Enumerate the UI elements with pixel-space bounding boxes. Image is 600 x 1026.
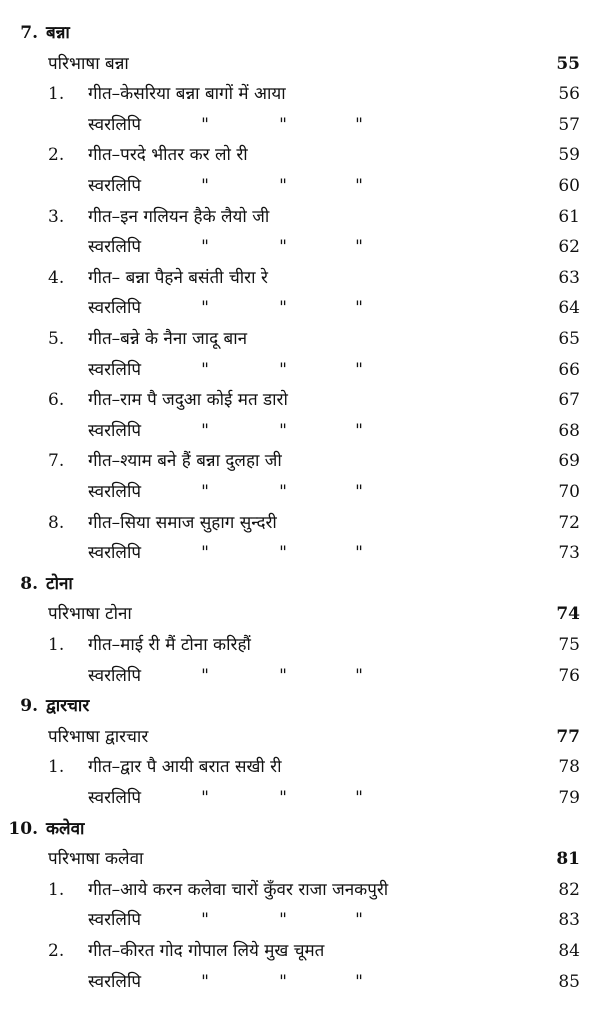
ditto-mark: " [279,543,287,564]
notation-label: स्वरलिपि [88,114,142,135]
song-title: गीत–द्वार पै आयी बरात सखी री [88,757,282,778]
section-number: 8. [20,573,38,594]
ditto-mark: " [355,910,363,931]
page-number: 60 [558,176,580,196]
ditto-mark: " [201,237,209,258]
page-number: 81 [556,849,580,870]
entry-number: 8. [48,512,65,533]
notation-label: स्वरलिपि [88,788,142,808]
ditto-mark: " [201,359,209,380]
notation-entry [0,783,600,813]
notation-entry [0,416,600,446]
entry-number: 5. [48,329,65,349]
ditto-mark: " [355,971,363,992]
ditto-mark: " [201,543,209,564]
song-entry [0,324,600,354]
ditto-mark: " [355,237,363,258]
section-title: कलेवा [46,818,85,839]
ditto-mark: " [201,114,209,135]
notation-label: स्वरलिपि [88,359,142,380]
ditto-mark: " [201,665,209,686]
section-heading [0,18,600,48]
notation-entry [0,110,600,140]
definition-label: परिभाषा टोना [48,604,132,625]
section-number: 10. [8,818,38,839]
ditto-mark: " [355,114,363,135]
definition-label: परिभाषा द्वारचार [48,726,149,747]
ditto-mark: " [201,910,209,931]
ditto-mark: " [201,420,209,441]
section-title: द्वारचार [46,696,90,717]
ditto-mark: " [201,971,209,992]
ditto-mark: " [279,114,287,135]
notation-label: स्वरलिपि [88,176,142,196]
ditto-mark: " [355,298,363,319]
song-title: गीत–माई री मैं टोना करिहौं [88,635,251,655]
page-number: 67 [558,390,580,411]
song-title: गीत–श्याम बने हैं बन्ना दुलहा जी [88,451,282,472]
notation-entry [0,171,600,201]
notation-entry [0,477,600,507]
definition-label: परिभाषा बन्ना [48,53,129,74]
definition-label: परिभाषा कलेवा [48,849,144,870]
notation-entry [0,905,600,935]
page-number: 59 [558,145,580,166]
entry-number: 1. [48,879,65,900]
entry-number: 7. [48,451,65,472]
song-entry [0,263,600,293]
page-number: 63 [558,267,580,288]
page-number: 83 [558,910,580,931]
definition-entry [0,599,600,629]
section-title: टोना [46,573,73,594]
page-number: 74 [556,604,580,625]
page-number: 70 [558,482,580,502]
ditto-mark: " [279,971,287,992]
entry-number: 2. [48,145,65,166]
section-title: बन्ना [46,23,70,43]
page-number: 62 [558,237,580,258]
song-title: गीत–केसरिया बन्ना बागों में आया [88,84,286,105]
song-entry [0,446,600,476]
song-entry [0,752,600,782]
notation-label: स्वरलिपि [88,665,142,686]
definition-entry [0,844,600,874]
ditto-mark: " [279,910,287,931]
ditto-mark: " [279,298,287,319]
notation-label: स्वरलिपि [88,298,142,319]
ditto-mark: " [355,176,363,196]
ditto-mark: " [279,420,287,441]
ditto-mark: " [355,482,363,502]
entry-number: 4. [48,267,65,288]
song-title: गीत–बन्ने के नैना जादू बान [88,329,248,349]
page-number: 72 [558,512,580,533]
notation-entry [0,232,600,262]
ditto-mark: " [355,543,363,564]
notation-entry [0,355,600,385]
song-entry [0,79,600,109]
ditto-mark: " [279,665,287,686]
song-title: गीत–कीरत गोद गोपाल लिये मुख चूमत [88,941,325,961]
notation-label: स्वरलिपि [88,420,142,441]
ditto-mark: " [279,482,287,502]
song-title: गीत–राम पै जदुआ कोई मत डारो [88,390,288,411]
page-number: 61 [558,206,580,227]
notation-label: स्वरलिपि [88,543,142,564]
entry-number: 2. [48,941,65,961]
notation-label: स्वरलिपि [88,237,142,258]
notation-label: स्वरलिपि [88,910,142,931]
entry-number: 3. [48,206,65,227]
page-number: 78 [558,757,580,778]
notation-label: स्वरलिपि [88,971,142,992]
song-title: गीत–आये करन कलेवा चारों कुँवर राजा जनकपुरी [88,879,389,900]
page-number: 82 [558,879,580,900]
ditto-mark: " [279,359,287,380]
song-title: गीत–परदे भीतर कर लो री [88,145,248,166]
song-entry [0,630,600,660]
ditto-mark: " [355,788,363,808]
song-entry [0,202,600,232]
notation-label: स्वरलिपि [88,482,142,502]
section-number: 9. [20,696,38,717]
section-number: 7. [20,23,38,43]
entry-number: 1. [48,84,65,105]
page-number: 66 [558,359,580,380]
notation-entry [0,538,600,568]
page-number: 65 [558,329,580,349]
ditto-mark: " [201,788,209,808]
section-heading [0,814,600,844]
section-heading [0,691,600,721]
page-number: 73 [558,543,580,564]
page-number: 55 [556,53,580,74]
page-number: 56 [558,84,580,105]
ditto-mark: " [355,665,363,686]
ditto-mark: " [279,237,287,258]
page-number: 69 [558,451,580,472]
song-title: गीत– बन्ना पैहने बसंती चीरा रे [88,267,268,288]
page-number: 76 [558,665,580,686]
page-number: 75 [558,635,580,655]
definition-entry [0,49,600,79]
page-number: 68 [558,420,580,441]
page-number: 57 [558,114,580,135]
entry-number: 6. [48,390,65,411]
definition-entry [0,722,600,752]
song-entry [0,936,600,966]
entry-number: 1. [48,757,65,778]
ditto-mark: " [201,176,209,196]
notation-entry [0,661,600,691]
section-heading [0,569,600,599]
notation-entry [0,293,600,323]
page-number: 85 [558,971,580,992]
page-number: 84 [558,941,580,961]
notation-entry [0,967,600,997]
song-entry [0,508,600,538]
ditto-mark: " [355,359,363,380]
ditto-mark: " [201,298,209,319]
song-title: गीत–सिया समाज सुहाग सुन्दरी [88,512,277,533]
ditto-mark: " [201,482,209,502]
ditto-mark: " [279,176,287,196]
page-number: 64 [558,298,580,319]
page-number: 79 [558,788,580,808]
page-number: 77 [556,726,580,747]
ditto-mark: " [279,788,287,808]
entry-number: 1. [48,635,65,655]
song-entry [0,385,600,415]
song-entry [0,140,600,170]
ditto-mark: " [355,420,363,441]
song-title: गीत–इन गलियन हैके लैयो जी [88,206,270,227]
song-entry [0,875,600,905]
